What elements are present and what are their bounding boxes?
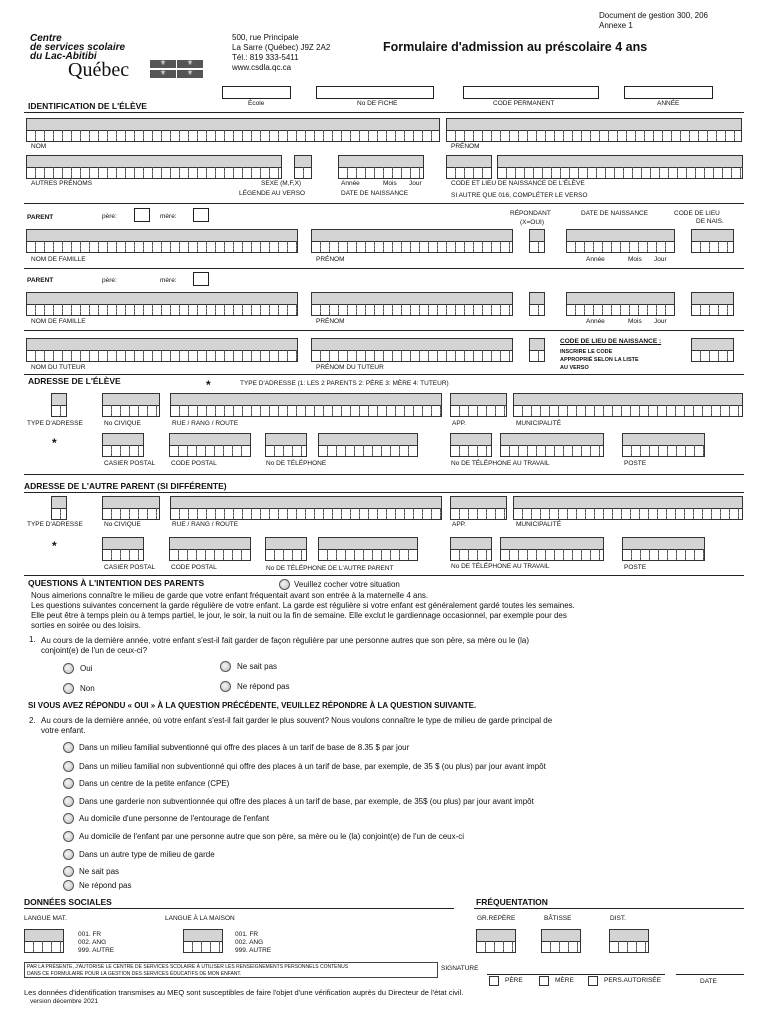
gr-repere-field[interactable]: [476, 929, 516, 953]
rue-label: RUE / RANG / ROUTE: [172, 420, 239, 427]
si-autre-label: SI AUTRE QUE 016, COMPLÉTER LE VERSO: [451, 192, 588, 199]
autres-prenoms-field[interactable]: [26, 155, 282, 179]
sexe-label: SEXE (M,F,X): [261, 180, 302, 187]
q2-option-label: Ne répond pas: [79, 881, 132, 890]
langue-maison-autre: 999. AUTRE: [235, 947, 272, 954]
parent1-mere-checkbox[interactable]: [193, 208, 209, 222]
org-website: www.csdla.qc.ca: [232, 63, 292, 72]
divider: [24, 330, 744, 331]
parent1-annee-label: Année: [586, 256, 605, 263]
autre-code-postal-field[interactable]: [169, 537, 251, 561]
si-oui-instruction: SI VOUS AVEZ RÉPONDU « OUI » À LA QUESTION PRÉCÉDENTE, VEUILLEZ RÉPONDRE À LA QUESTION SUIVANTE.: [28, 701, 477, 710]
version-label: version décembre 2021: [30, 998, 98, 1005]
prenom-label: PRÉNOM: [451, 143, 480, 150]
nom-field[interactable]: [26, 118, 440, 142]
parent2-nom-famille-label: NOM DE FAMILLE: [31, 318, 86, 325]
q1-oui-label: Oui: [80, 664, 93, 673]
langue-maison-fr: 001. FR: [235, 931, 259, 938]
q1-text-line1: Au cours de la dernière année, votre enfant s'est-il fait garder de façon régulière par une personne autres que son père, sa mère ou le (la): [41, 636, 530, 645]
lieu-naissance-field[interactable]: [497, 155, 743, 179]
parent1-nom-famille-label: NOM DE FAMILLE: [31, 256, 86, 263]
signature-label: SIGNATURE: [441, 965, 479, 972]
de-nais-label: DE NAIS.: [696, 218, 724, 225]
q1-ne-sait-label: Ne sait pas: [237, 662, 278, 671]
telephone-area-field[interactable]: [265, 433, 307, 457]
consent-line1: PAR LA PRÉSENTE, J'AUTORISE LE CENTRE DE SERVICES SCOLAIRE À UTILISER LES RENSEIGNEMENTS PERSONNELS CONTENUS: [27, 964, 349, 970]
autre-poste-field[interactable]: [622, 537, 705, 561]
type-adresse-description: TYPE D'ADRESSE (1: LES 2 PARENTS 2: PÈRE 3: MÈRE 4: TUTEUR): [240, 380, 449, 387]
q1-ne-repond-radio[interactable]: [220, 681, 231, 692]
autre-code-postal-label: CODE POSTAL: [171, 564, 217, 571]
date-naissance-label: DATE DE NAISSANCE: [341, 190, 409, 197]
autre-no-civique-field[interactable]: [102, 496, 160, 520]
casier-postal-label: CASIER POSTAL: [104, 460, 156, 467]
telephone-field[interactable]: [318, 433, 418, 457]
adresse-eleve-title: ADRESSE DE L'ÉLÈVE: [28, 376, 121, 386]
parent1-code-lieu-field[interactable]: [691, 229, 734, 253]
autres-prenoms-label: AUTRES PRÉNOMS: [31, 180, 93, 187]
langue-mat-label: LANGUE MAT.: [24, 915, 67, 922]
legende-label: LÉGENDE AU VERSO: [239, 190, 306, 197]
autre-telephone-travail-area-field[interactable]: [450, 537, 492, 561]
q1-oui-radio[interactable]: [63, 663, 74, 674]
langue-maison-label: LANGUE À LA MAISON: [165, 915, 235, 922]
q2-option-label: Au domicile de l'enfant par une personne autre que son père, sa mère ou le (la) conjoint(e) de l'un de ceux-ci: [79, 832, 465, 841]
autre-municipalite-field[interactable]: [513, 496, 743, 520]
signature-mere-label: MÈRE: [555, 977, 574, 984]
prenom-field[interactable]: [446, 118, 742, 142]
q1-non-radio[interactable]: [63, 683, 74, 694]
app-field[interactable]: [450, 393, 507, 417]
intro-line3: Elle peut être à temps plein ou à temps partiel, le jour, le soir, la nuit ou la fin de semaine. Elle exclut le gardiennage occasionnel, par exemple pour des: [31, 611, 567, 620]
identification-section-title: IDENTIFICATION DE L'ÉLÈVE: [28, 101, 147, 111]
q1-non-label: Non: [80, 684, 95, 693]
telephone-travail-label: No DE TÉLÉPHONE AU TRAVAIL: [451, 460, 550, 467]
autre-casier-postal-field[interactable]: [102, 537, 144, 561]
dist-field[interactable]: [609, 929, 649, 953]
autre-no-civique-label: No CIVIQUE: [104, 521, 141, 528]
rue-field[interactable]: [170, 393, 442, 417]
q2-option-radio[interactable]: [63, 742, 74, 753]
telephone-travail-area-field[interactable]: [450, 433, 492, 457]
signature-pere-checkbox[interactable]: [489, 976, 499, 986]
parent1-pere-checkbox[interactable]: [134, 208, 150, 222]
q2-option-label: Dans un centre de la petite enfance (CPE): [79, 779, 230, 788]
required-star-icon: *: [52, 436, 57, 450]
frequentation-title: FRÉQUENTATION: [476, 897, 548, 907]
fleur-de-lis-flag-icon: ⚜ ⚜ ⚜ ⚜: [150, 60, 204, 78]
divider: [24, 575, 744, 576]
q2-option-label: Dans un autre type de milieu de garde: [79, 850, 215, 859]
code-postal-label: CODE POSTAL: [171, 460, 217, 467]
q2-option-label: Dans une garderie non subventionnée qui offre des places à un tarif de base, par exemple, de 35$ (ou plus) par jour avant impôt: [79, 797, 534, 806]
q2-option-radio[interactable]: [63, 761, 74, 772]
org-name-line1: Centre: [30, 33, 62, 44]
annex-label: Annexe 1: [599, 21, 633, 30]
parent1-repondant-field[interactable]: [529, 229, 545, 253]
parent2-prenom-label: PRÉNOM: [316, 318, 345, 325]
q2-option-label: Dans un milieu familial non subventionné qui offre des places à un tarif de base, par exemple, de 35 $ (ou plus) par jour avant impôt: [79, 762, 546, 771]
required-star-icon: *: [52, 539, 57, 553]
poste-label: POSTE: [624, 460, 647, 467]
tuteur-nom-label: NOM DU TUTEUR: [31, 364, 86, 371]
tuteur-nom-field[interactable]: [26, 338, 298, 362]
no-civique-label: No CIVIQUE: [104, 420, 141, 427]
code-permanent-field[interactable]: [463, 86, 599, 99]
langue-mat-autre: 999. AUTRE: [78, 947, 115, 954]
type-adresse-field[interactable]: [51, 393, 67, 417]
autre-telephone-area-field[interactable]: [265, 537, 307, 561]
municipalite-label: MUNICIPALITÉ: [516, 420, 562, 427]
code-lieu-parent-label: CODE DE LIEU: [674, 210, 720, 217]
date-naissance-parent-label: DATE DE NAISSANCE: [581, 210, 649, 217]
app-label: APP.: [452, 420, 466, 427]
gr-repere-label: GR.REPÈRE: [477, 915, 516, 922]
required-star-icon: *: [206, 378, 211, 392]
org-name-line2: de services scolaire: [30, 42, 126, 53]
code-postal-field[interactable]: [169, 433, 251, 457]
code-naissance-field[interactable]: [446, 155, 492, 179]
poste-field[interactable]: [622, 433, 705, 457]
parent2-mois-label: Mois: [628, 318, 642, 325]
dist-label: DIST.: [610, 915, 626, 922]
org-name-line3: du Lac-Abitibi: [30, 51, 97, 62]
autre-rue-field[interactable]: [170, 496, 442, 520]
divider: [474, 908, 744, 909]
meq-notice: Les données d'identification transmises au MEQ sont susceptibles de faire l'objet d'une vérification auprès du Directeur de l'état civil.: [24, 988, 464, 997]
divider: [24, 268, 744, 269]
ecole-label: École: [248, 100, 265, 107]
telephone-label: No DE TÉLÉPHONE: [266, 460, 327, 467]
parent2-mere-label: mère:: [160, 277, 177, 284]
langue-mat-fr: 001. FR: [78, 931, 102, 938]
annee-field[interactable]: [624, 86, 713, 99]
inscrire-note-line1: INSCRIRE LE CODE: [560, 349, 613, 355]
divider: [24, 474, 744, 475]
q2-option-radio[interactable]: [63, 831, 74, 842]
questions-title: QUESTIONS À L'INTENTION DES PARENTS: [28, 578, 205, 588]
parent1-jour-label: Jour: [654, 256, 667, 263]
parent2-label: PARENT: [27, 277, 54, 284]
org-address-line1: 500, rue Principale: [232, 33, 299, 42]
inscrire-note-line2: APPROPRIÉ SELON LA LISTE: [560, 357, 639, 363]
q1-number: 1.: [29, 635, 36, 644]
batisse-field[interactable]: [541, 929, 581, 953]
langue-mat-ang: 002. ANG: [78, 939, 107, 946]
parent1-pere-label: père:: [102, 213, 117, 220]
q2-option-radio[interactable]: [63, 778, 74, 789]
jour-sublabel: Jour: [409, 180, 422, 187]
autre-casier-postal-label: CASIER POSTAL: [104, 564, 156, 571]
tuteur-code-lieu-field[interactable]: [691, 338, 734, 362]
autre-telephone-field[interactable]: [318, 537, 418, 561]
code-lieu-naissance-note: CODE DE LIEU DE NAISSANCE :: [560, 338, 662, 345]
batisse-label: BÂTISSE: [544, 915, 572, 922]
cocher-radio-icon: [279, 579, 290, 590]
intro-line4: sorties en soirée ou des loisirs.: [31, 621, 141, 630]
tuteur-prenom-field[interactable]: [311, 338, 513, 362]
org-phone: Tél.: 819 333-5411: [232, 53, 299, 62]
inscrire-note-line3: AU VERSO: [560, 365, 589, 371]
q2-option-label: Dans un milieu familial subventionné qui offre des places à un tarif de base de 8.35 $ par jour: [79, 743, 410, 752]
parent1-mere-label: mère:: [160, 213, 177, 220]
date-label: DATE: [700, 978, 717, 985]
no-fiche-field[interactable]: [316, 86, 434, 99]
autre-app-label: APP.: [452, 521, 466, 528]
q2-option-radio[interactable]: [63, 796, 74, 807]
q2-option-label: Ne sait pas: [79, 867, 120, 876]
parent2-date-naissance-field[interactable]: [566, 292, 675, 316]
intro-line2: Les questions suivantes concernent la garde régulière de votre enfant. La garde est régulière si votre enfant est généralement gardé toutes les semaines.: [31, 601, 575, 610]
parent1-prenom-field[interactable]: [311, 229, 513, 253]
divider: [24, 112, 744, 113]
date-line[interactable]: [676, 974, 744, 975]
signature-mere-checkbox[interactable]: [539, 976, 549, 986]
parent1-prenom-label: PRÉNOM: [316, 256, 345, 263]
langue-mat-field[interactable]: [24, 929, 64, 953]
signature-pers-autorisee-label: PERS.AUTORISÉE: [604, 977, 661, 984]
nom-label: NOM: [31, 143, 47, 150]
consent-box: [24, 962, 438, 978]
casier-postal-field[interactable]: [102, 433, 144, 457]
parent2-repondant-field[interactable]: [529, 292, 545, 316]
divider: [24, 374, 744, 375]
annee-label: ANNÉE: [657, 100, 680, 107]
parent2-nom-famille-field[interactable]: [26, 292, 298, 316]
code-lieu-label: CODE ET LIEU DE NAISSANCE DE L'ÉLÈVE: [451, 180, 585, 187]
no-fiche-label: No DE FICHE: [357, 100, 398, 107]
intro-line1: Nous aimerions connaître le milieu de garde que votre enfant fréquentait avant son entrée à la maternelle 4 ans.: [31, 591, 429, 600]
adresse-autre-parent-title: ADRESSE DE L'AUTRE PARENT (SI DIFFÉRENTE): [24, 481, 227, 491]
telephone-travail-field[interactable]: [500, 433, 604, 457]
date-naissance-field[interactable]: [338, 155, 424, 179]
mois-sublabel: Mois: [383, 180, 397, 187]
parent1-date-naissance-field[interactable]: [566, 229, 675, 253]
q2-number: 2.: [29, 716, 36, 725]
parent1-label: PARENT: [27, 214, 54, 221]
parent1-mois-label: Mois: [628, 256, 642, 263]
autre-poste-label: POSTE: [624, 564, 647, 571]
parent2-mere-checkbox[interactable]: [193, 272, 209, 286]
code-permanent-label: CODE PERMANENT: [493, 100, 555, 107]
tuteur-repondant-field[interactable]: [529, 338, 545, 362]
q2-text-line2: votre enfant.: [41, 726, 86, 735]
no-civique-field[interactable]: [102, 393, 160, 417]
q1-ne-repond-label: Ne répond pas: [237, 682, 290, 691]
autre-app-field[interactable]: [450, 496, 507, 520]
parent2-jour-label: Jour: [654, 318, 667, 325]
q1-text-line2: conjoint(e) de l'un de ceux-ci?: [41, 646, 148, 655]
autre-telephone-travail-label: No DE TÉLÉPHONE AU TRAVAIL: [451, 563, 550, 570]
parent1-nom-famille-field[interactable]: [26, 229, 298, 253]
autre-type-adresse-label: TYPE D'ADRESSE: [27, 521, 83, 528]
autre-telephone-label: No DE TÉLÉPHONE DE L'AUTRE PARENT: [266, 565, 394, 572]
divider: [24, 203, 744, 204]
form-title: Formulaire d'admission au préscolaire 4 ans: [383, 40, 648, 54]
x-oui-label: (X=OUI): [520, 219, 545, 226]
type-adresse-label: TYPE D'ADRESSE: [27, 420, 83, 427]
autre-municipalite-label: MUNICIPALITÉ: [516, 521, 562, 528]
signature-line[interactable]: [487, 974, 665, 975]
divider: [24, 492, 744, 493]
autre-telephone-travail-field[interactable]: [500, 537, 604, 561]
annee-sublabel: Année: [341, 180, 360, 187]
q2-option-label: Au domicile d'une personne de l'entourage de l'enfant: [79, 814, 270, 823]
parent2-code-lieu-field[interactable]: [691, 292, 734, 316]
q2-option-radio[interactable]: [63, 866, 74, 877]
repondant-label: RÉPONDANT: [510, 210, 551, 217]
sexe-field[interactable]: [294, 155, 312, 179]
org-address-line2: La Sarre (Québec) J9Z 2A2: [232, 43, 331, 52]
parent2-pere-label: père:: [102, 277, 117, 284]
consent-line2: DANS CE FORMULAIRE POUR LA GESTION DES SERVICES ÉDUCATIFS DE MON ENFANT.: [27, 971, 242, 977]
municipalite-field[interactable]: [513, 393, 743, 417]
parent2-annee-label: Année: [586, 318, 605, 325]
parent2-prenom-field[interactable]: [311, 292, 513, 316]
tuteur-prenom-label: PRÉNOM DU TUTEUR: [316, 364, 384, 371]
autre-type-adresse-field[interactable]: [51, 496, 67, 520]
donnees-sociales-title: DONNÉES SOCIALES: [24, 897, 112, 907]
q2-option-radio[interactable]: [63, 880, 74, 891]
q2-text-line1: Au cours de la dernière année, où votre enfant s'est-il fait garder le plus souvent? Nous voulons connaître le type de milieu de garde principal de: [41, 716, 553, 725]
autre-rue-label: RUE / RANG / ROUTE: [172, 521, 239, 528]
document-reference: Document de gestion 300, 206: [599, 11, 708, 20]
q2-option-radio[interactable]: [63, 813, 74, 824]
q1-ne-sait-radio[interactable]: [220, 661, 231, 672]
ecole-field[interactable]: [222, 86, 291, 99]
langue-maison-ang: 002. ANG: [235, 939, 264, 946]
q2-option-radio[interactable]: [63, 849, 74, 860]
signature-pers-autorisee-checkbox[interactable]: [588, 976, 598, 986]
quebec-logo-text: Québec: [68, 59, 130, 81]
langue-maison-field[interactable]: [183, 929, 223, 953]
cocher-instruction: Veuillez cocher votre situation: [294, 580, 400, 589]
signature-pere-label: PÈRE: [505, 977, 523, 984]
divider: [24, 908, 454, 909]
